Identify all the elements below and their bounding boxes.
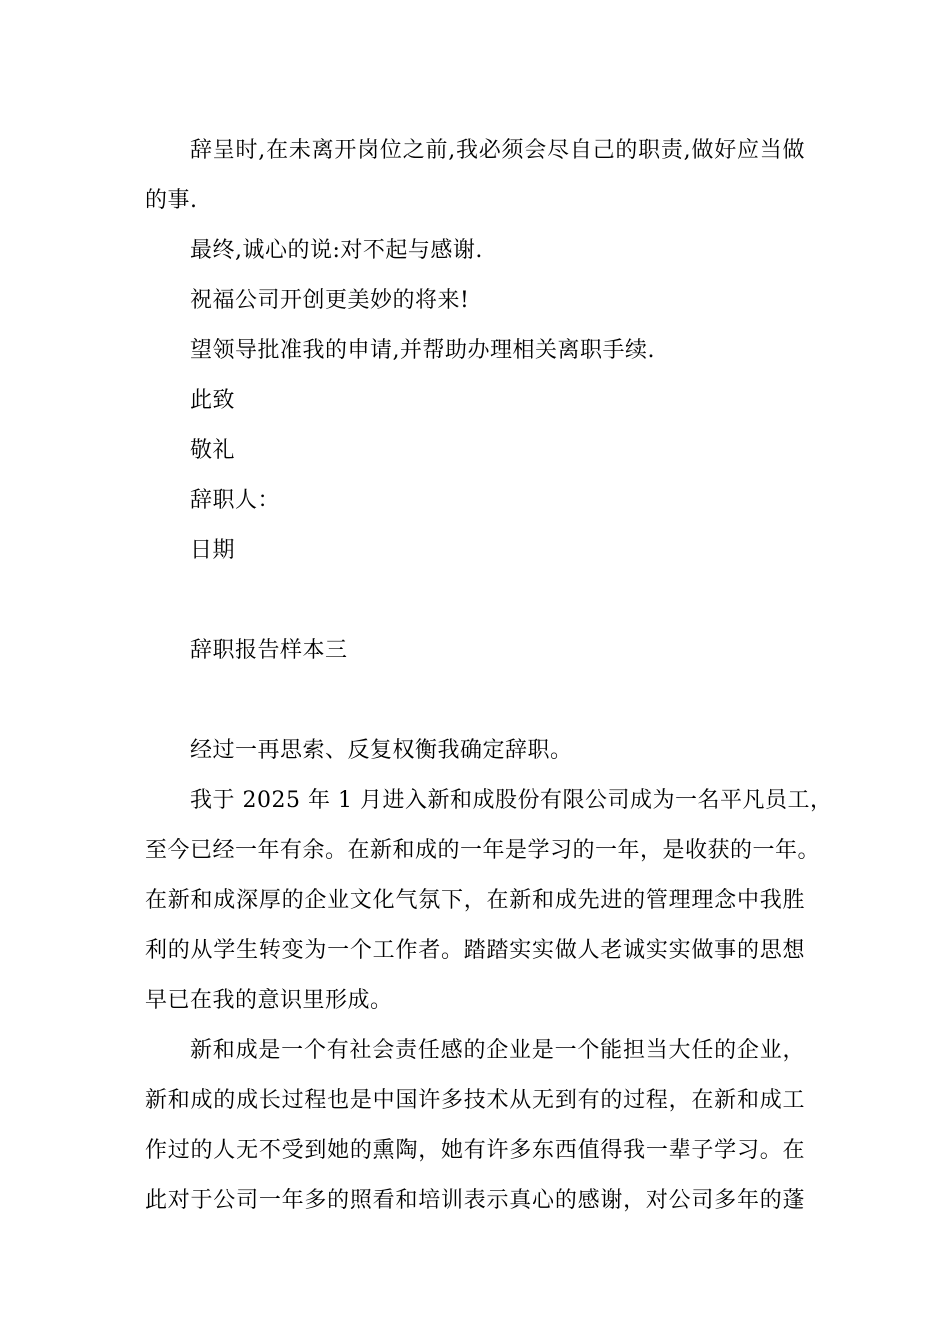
paragraph-line: 望领导批准我的申请,并帮助办理相关离职手续. <box>190 338 655 363</box>
paragraph-line <box>145 1086 805 1116</box>
section-title: 辞职报告样本三 <box>190 638 348 663</box>
signer-label: 辞职人： <box>190 488 281 513</box>
paragraph-line <box>190 1036 805 1066</box>
paragraph-text: 我于 2025 年 1 月进入新和成股份有限公司成为一名平凡员工， <box>190 788 833 813</box>
paragraph-text: 作过的人无不受到她的熏陶，她有许多东西值得我一辈子学习。在 <box>145 1138 805 1163</box>
paragraph-text: 此对于公司一年多的照看和培训表示真心的感谢，对公司多年的蓬 <box>145 1188 805 1213</box>
paragraph-text: 利的从学生转变为一个工作者。踏踏实实做人老诚实实做事的思想 <box>145 938 805 963</box>
paragraph-line: 祝福公司开创更美妙的将来! <box>190 288 470 313</box>
paragraph-line: 经过一再思索、反复权衡我确定辞职。 <box>190 738 573 763</box>
paragraph-line <box>190 136 805 166</box>
paragraph-text: 新和成是一个有社会责任感的企业是一个能担当大任的企业， <box>190 1038 805 1063</box>
paragraph-text: 至今已经一年有余。在新和成的一年是学习的一年，是收获的一年。 <box>145 838 821 863</box>
paragraph-line: 的事. <box>145 188 198 213</box>
closing-salutation: 此致 <box>190 388 236 413</box>
paragraph-line <box>145 1186 805 1216</box>
paragraph-line: 早已在我的意识里形成。 <box>145 988 393 1013</box>
paragraph-line: 最终,诚心的说:对不起与感谢. <box>190 238 483 263</box>
paragraph-line <box>145 936 805 966</box>
paragraph-text: 在新和成深厚的企业文化气氛下，在新和成先进的管理理念中我胜 <box>145 888 805 913</box>
paragraph-line <box>145 836 821 866</box>
date-label: 日期 <box>190 538 236 563</box>
paragraph-line <box>145 886 805 916</box>
closing-regards: 敬礼 <box>190 438 236 463</box>
paragraph-text: 新和成的成长过程也是中国许多技术从无到有的过程，在新和成工 <box>145 1088 805 1113</box>
paragraph-text: 辞呈时,在未离开岗位之前,我必须会尽自己的职责,做好应当做 <box>190 138 805 163</box>
paragraph-line <box>190 786 833 816</box>
paragraph-line <box>145 1136 805 1166</box>
